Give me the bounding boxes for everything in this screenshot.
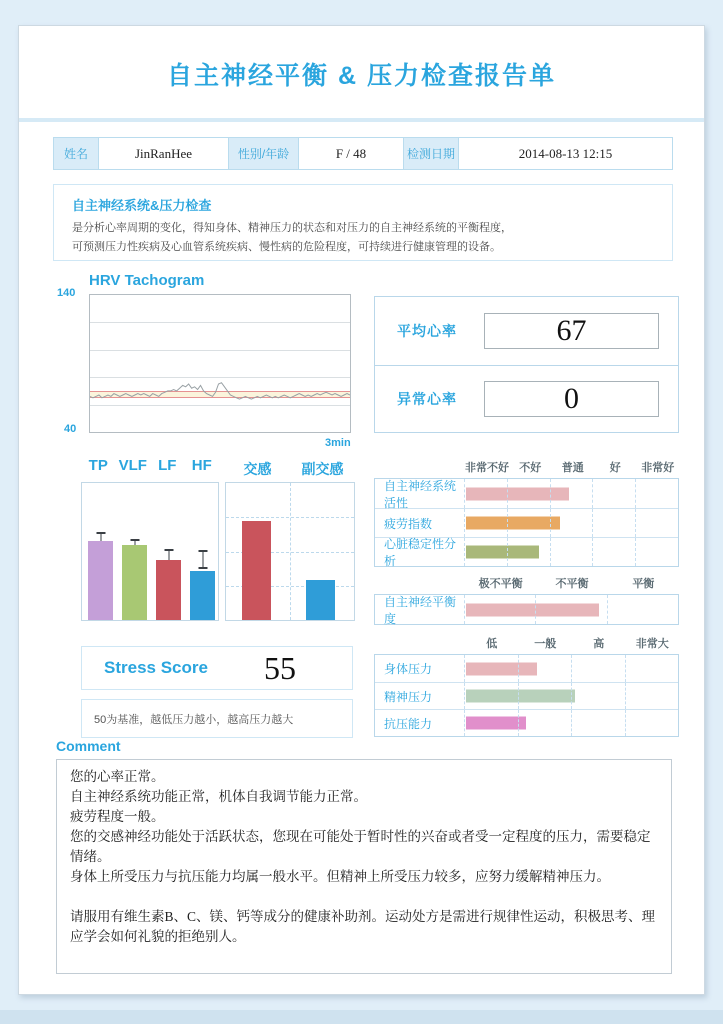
lf-bar — [156, 560, 181, 620]
hrv-tachogram-chart — [89, 294, 351, 433]
quality-rating-table — [374, 478, 679, 567]
list-item: 一般 — [534, 638, 557, 650]
comment-title: Comment — [56, 738, 121, 754]
rating-gridline — [507, 479, 508, 508]
quality-rating-section — [374, 459, 679, 567]
rating-gridline — [592, 479, 593, 508]
abnormal-heart-rate-row — [375, 365, 678, 433]
list-item: 非常好 — [641, 462, 675, 474]
rating-gridline — [464, 683, 465, 709]
tachogram-ymin-label: 40 — [64, 423, 77, 435]
rating-row-label: 身体压力 — [384, 662, 433, 676]
rating-row-label: 疲劳指数 — [384, 516, 433, 531]
rating-gridline — [518, 683, 519, 709]
rating-gridline — [550, 509, 551, 537]
rating-bar — [466, 546, 539, 559]
spectrum-bar-labels — [81, 457, 219, 474]
stress-rating-section — [374, 635, 679, 737]
list-item: 请服用有维生素B、C、镁、钙等成分的健康补助剂。运动处方是需进行规律性运动，积极思考、理应学会如何礼貌的拒绝别人。 — [70, 909, 656, 944]
rating-row-label: 心脏稳定性分析 — [384, 537, 457, 568]
rating-row — [375, 709, 678, 736]
list-item — [70, 887, 658, 907]
tp-bar-slot — [88, 483, 113, 620]
stress-score-value: 55 — [263, 649, 296, 686]
balance-rating-scale — [465, 575, 679, 590]
rating-grid — [464, 710, 678, 736]
rating-gridline — [464, 479, 465, 508]
hf-error-bar — [198, 550, 207, 569]
list-item: 副交感 — [301, 461, 344, 477]
list-item: 身体上所受压力与抗压能力均属一般水平。但精神上所受压力较多，应努力缓解精神压力。 — [70, 869, 610, 884]
rating-row — [375, 655, 678, 682]
list-item: HF — [191, 457, 212, 474]
avg-heart-rate-value: 67 — [484, 313, 659, 349]
list-item: 极不平衡 — [478, 578, 523, 590]
list-item: 好 — [609, 462, 621, 474]
rating-gridline — [571, 655, 572, 682]
rating-gridline — [592, 509, 593, 537]
rating-gridline — [464, 655, 465, 682]
list-item: 平衡 — [632, 578, 655, 590]
abnormal-heart-rate-value: 0 — [484, 381, 659, 417]
stress-score-label: Stress Score — [104, 658, 208, 677]
patient-sex-age-value: F / 48 — [299, 138, 404, 169]
rating-row — [375, 682, 678, 709]
rating-row-label: 自主神经系统活性 — [384, 478, 457, 510]
list-item: 低 — [486, 638, 498, 650]
tachogram-ymax-label: 140 — [57, 287, 76, 299]
patient-name-label: 姓名 — [54, 138, 99, 169]
exam-date-label: 检测日期 — [404, 138, 459, 169]
patient-sex-age-label: 性别/年龄 — [229, 138, 299, 169]
list-item: 疲劳程度一般。 — [70, 809, 165, 824]
rating-bar — [466, 603, 599, 616]
rating-gridline — [635, 479, 636, 508]
rating-gridline — [535, 595, 536, 624]
avg-heart-rate-label: 平均心率 — [397, 322, 457, 339]
rating-row — [375, 479, 678, 508]
balance-rating-table — [374, 594, 679, 625]
rating-gridline — [635, 509, 636, 537]
rating-gridline — [592, 538, 593, 566]
rating-row — [375, 595, 678, 624]
rating-gridline — [625, 683, 626, 709]
page-footer-strip — [0, 1010, 723, 1024]
intro-title: 自主神经系统&压力检查 — [72, 198, 212, 213]
page-title: 自主神经平衡 & 压力检查报告单 — [167, 62, 556, 90]
spectrum-bar-chart — [81, 482, 219, 621]
rating-gridline — [464, 710, 465, 736]
list-item: 普通 — [561, 462, 584, 474]
rating-grid — [464, 509, 678, 537]
rating-gridline — [518, 655, 519, 682]
rating-gridline — [464, 538, 465, 566]
rating-bar — [466, 690, 575, 703]
parasympathetic-bar — [306, 580, 335, 620]
intro-line-2: 可预测压力性疾病及心血管系统疾病、慢性病的危险程度，可持续进行健康管理的设备。 — [72, 240, 501, 253]
list-item: 自主神经系统功能正常，机体自我调节能力正常。 — [70, 789, 367, 804]
rating-grid — [464, 595, 678, 624]
rating-grid — [464, 655, 678, 682]
tp-bar — [88, 541, 113, 620]
lf-bar-slot — [156, 483, 181, 620]
autonomic-bar-chart — [225, 482, 355, 621]
rating-gridline — [464, 509, 465, 537]
rating-gridline — [571, 683, 572, 709]
hf-bar-slot — [190, 483, 215, 620]
rating-gridline — [571, 710, 572, 736]
stress-rating-scale — [465, 635, 679, 650]
rating-gridline — [507, 509, 508, 537]
rating-row-label: 自主神经平衡度 — [384, 594, 457, 626]
abnormal-heart-rate-label: 异常心率 — [397, 390, 457, 407]
patient-info-table — [53, 137, 673, 170]
intro-box — [53, 184, 673, 261]
balance-rating-section — [374, 575, 679, 625]
rating-grid — [464, 683, 678, 709]
list-item: VLF — [118, 457, 147, 474]
comment-box — [56, 759, 672, 974]
list-item: 非常不好 — [465, 462, 509, 474]
rating-row — [375, 537, 678, 566]
stress-score-note: 50为基准，越低压力越小，越高压力越大 — [81, 699, 353, 738]
rating-gridline — [635, 538, 636, 566]
rating-gridline — [464, 595, 465, 624]
hf-bar — [190, 571, 215, 620]
rating-row-label: 抗压能力 — [384, 716, 433, 731]
rating-grid — [464, 538, 678, 566]
tachogram-title: HRV Tachogram — [89, 272, 205, 289]
list-item: 您的交感神经功能处于活跃状态，您现在可能处于暂时性的兴奋或者受一定程度的压力，需要稳定情绪。 — [70, 829, 651, 864]
sympathetic-bar — [242, 521, 271, 620]
rating-grid — [464, 479, 678, 508]
patient-name-value: JinRanHee — [99, 138, 229, 169]
rating-row-label: 精神压力 — [384, 689, 433, 704]
rating-gridline — [550, 538, 551, 566]
exam-date-value: 2014-08-13 12:15 — [518, 145, 613, 161]
rating-row — [375, 508, 678, 537]
vlf-bar — [122, 545, 147, 620]
report-card — [18, 25, 705, 995]
title-divider — [19, 118, 704, 122]
vlf-bar-slot — [122, 483, 147, 620]
tachogram-trace — [90, 295, 350, 432]
rating-gridline — [550, 479, 551, 508]
list-item: 不平衡 — [555, 578, 589, 590]
rating-gridline — [507, 538, 508, 566]
rating-bar — [466, 487, 569, 500]
rating-gridline — [607, 595, 608, 624]
quality-rating-scale — [465, 459, 679, 474]
heart-rate-panel — [374, 296, 679, 433]
rating-gridline — [625, 710, 626, 736]
list-item: 交感 — [243, 461, 272, 477]
list-item: LF — [158, 457, 177, 474]
list-item: 您的心率正常。 — [70, 769, 165, 784]
stress-rating-table — [374, 654, 679, 737]
stress-score-box — [81, 646, 353, 690]
list-item: 高 — [593, 638, 605, 650]
intro-line-1: 是分析心率周期的变化，得知身体、精神压力的状态和对压力的自主神经系统的平衡程度， — [72, 222, 512, 234]
rating-bar — [466, 517, 560, 530]
list-item: 非常大 — [635, 638, 669, 650]
chart-gridline — [290, 483, 291, 620]
intro-text — [72, 219, 654, 256]
list-item: TP — [88, 457, 108, 474]
tachogram-xaxis-label: 3min — [325, 437, 351, 449]
avg-heart-rate-row — [375, 297, 678, 365]
autonomic-bar-labels — [225, 459, 355, 479]
list-item: 不好 — [519, 462, 542, 474]
rating-bar — [466, 662, 537, 675]
rating-gridline — [518, 710, 519, 736]
rating-gridline — [625, 655, 626, 682]
